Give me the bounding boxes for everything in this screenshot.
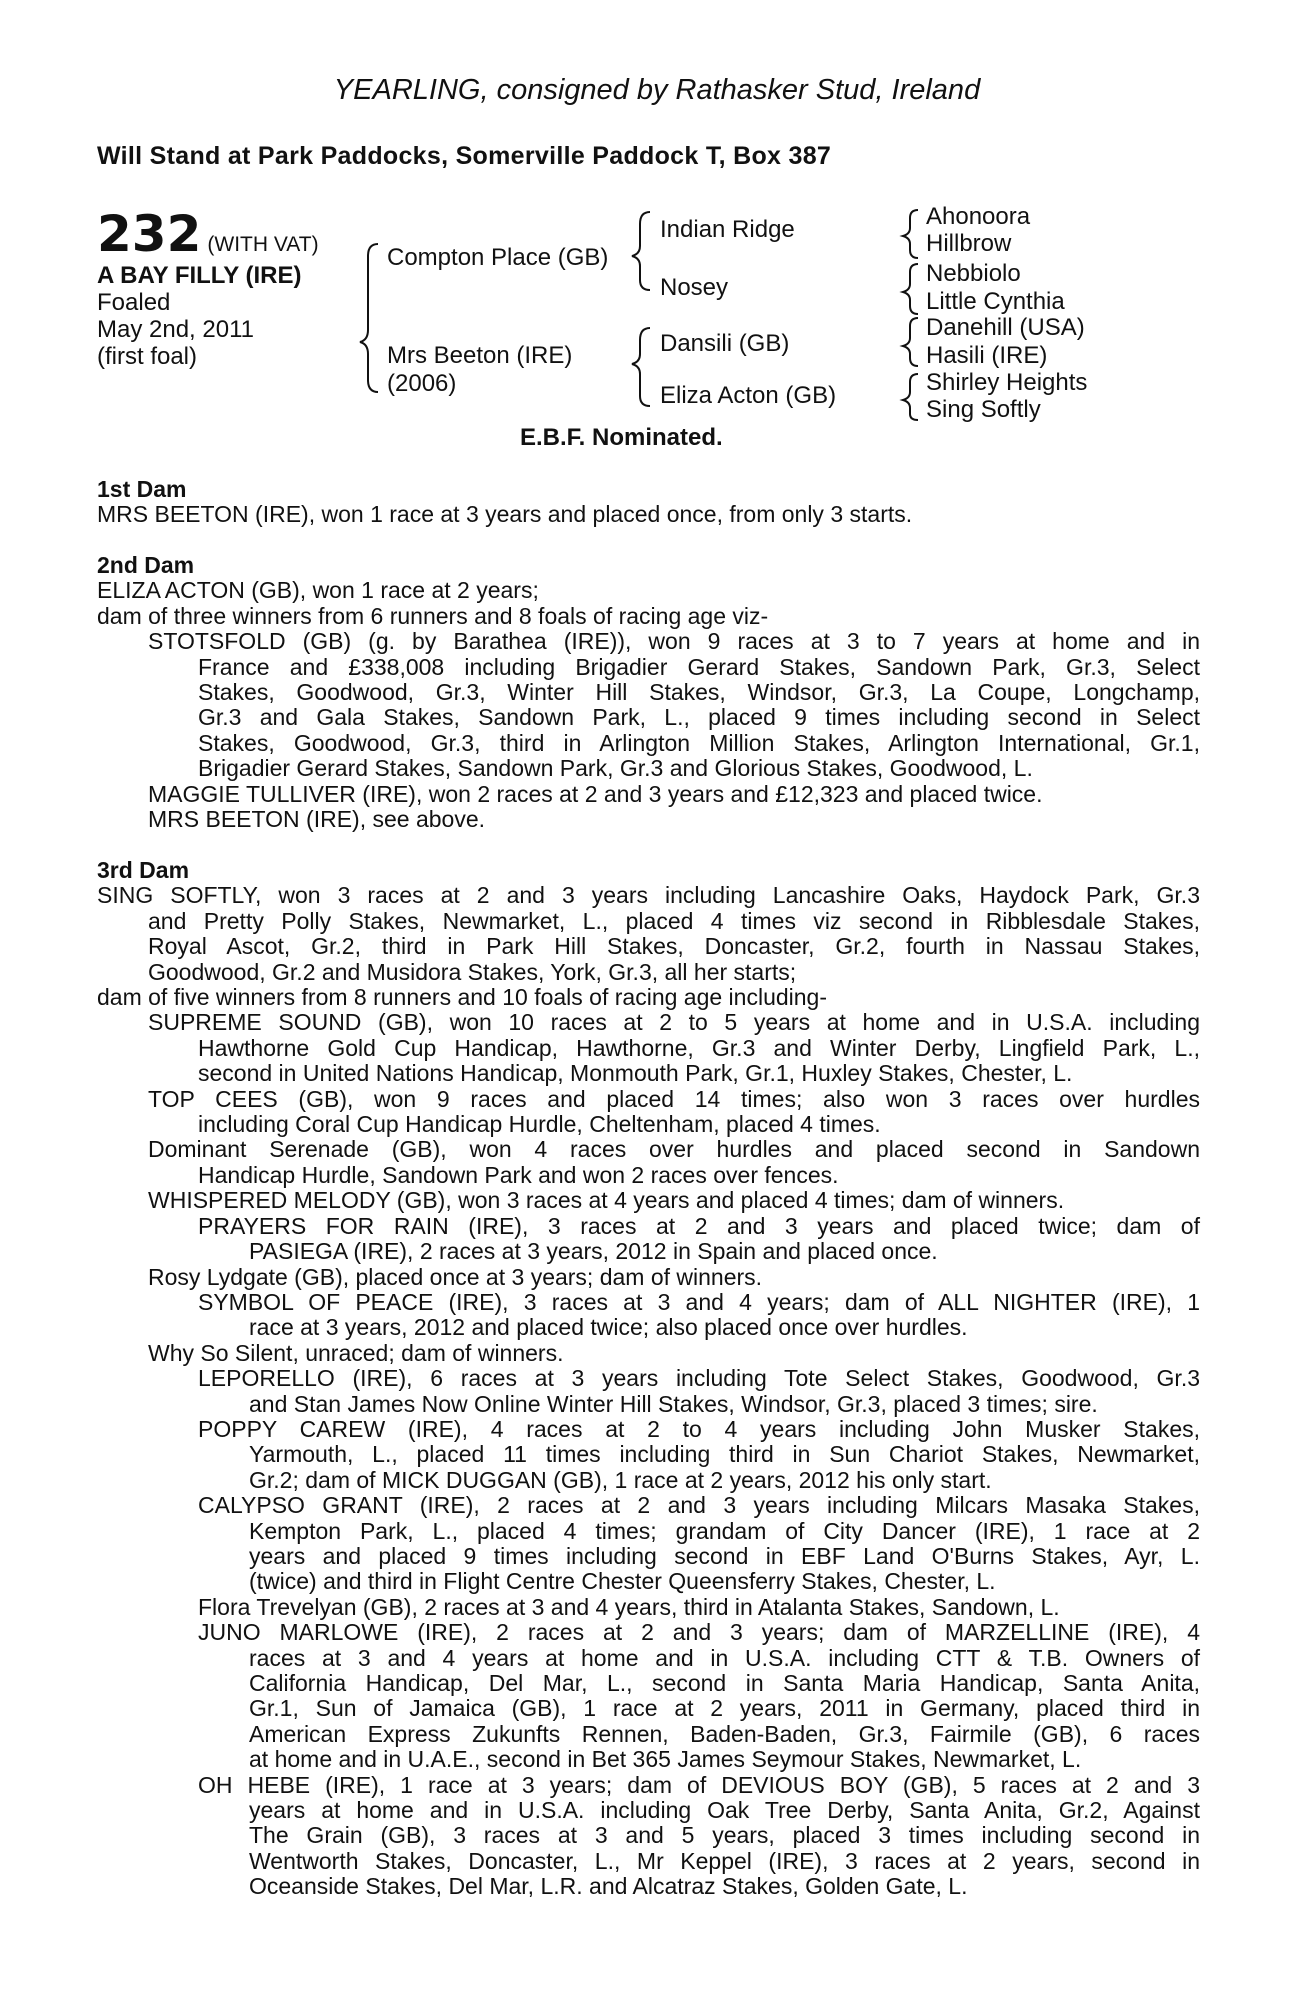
second-dam-line: dam of three winners from 6 runners and 8 foals of racing age viz- [97,602,769,629]
dam-dam: Eliza Acton (GB) [660,382,837,409]
third-dam-line: Flora Trevelyan (GB), 2 races at 3 and 4 years, third in Atalanta Stakes, Sandown, L. [198,1593,1060,1620]
third-dam-line: Dominant Serenade (GB), won 4 races over hurdles and placed second in Sandown [148,1136,1200,1163]
great-grandparent-3: Nebbiolo [926,260,1021,287]
third-dam-line: Hawthorne Gold Cup Handicap, Hawthorne, Gr.3 and Winter Derby, Lingfield Park, L., [198,1034,1200,1061]
third-dam-line: race at 3 years, 2012 and placed twice; also placed once over hurdles. [249,1314,968,1341]
third-dam-line: PASIEGA (IRE), 2 races at 3 years, 2012 in Spain and placed once. [249,1238,938,1265]
third-dam-line: (twice) and third in Flight Centre Chester Queensferry Stakes, Chester, L. [249,1568,996,1595]
third-dam-line: SING SOFTLY, won 3 races at 2 and 3 years including Lancashire Oaks, Haydock Park, Gr.3 [97,882,1200,909]
second-dam-line: Stakes, Goodwood, Gr.3, Winter Hill Stakes, Windsor, Gr.3, La Coupe, Longchamp, [198,679,1200,706]
third-dam-line: and Pretty Polly Stakes, Newmarket, L., placed 4 times viz second in Ribblesdale Stakes, [148,907,1200,934]
third-dam-line: Gr.2; dam of MICK DUGGAN (GB), 1 race at 2 years, 2012 his only start. [249,1466,992,1493]
third-dam-line: Goodwood, Gr.2 and Musidora Stakes, York, Gr.3, all her starts; [148,958,797,985]
second-dam-line: Brigadier Gerard Stakes, Sandown Park, Gr.3 and Glorious Stakes, Goodwood, L. [198,755,1033,782]
dam-year: (2006) [387,370,457,397]
third-dam-line: Gr.1, Sun of Jamaica (GB), 1 race at 2 years, 2011 in Germany, placed third in [249,1695,1200,1722]
catalogue-title: YEARLING, consigned by Rathasker Stud, Ireland [333,74,981,106]
great-grandparent-7: Shirley Heights [926,369,1088,396]
great-grandparent-5: Danehill (USA) [926,314,1085,341]
third-dam-line: second in United Nations Handicap, Monmouth Park, Gr.1, Huxley Stakes, Chester, L. [198,1060,1073,1087]
vat-note: (WITH VAT) [207,233,319,256]
third-dam-line: years and placed 9 times including second in EBF Land O'Burns Stakes, Ayr, L. [249,1542,1200,1569]
third-dam-line: The Grain (GB), 3 races at 3 and 5 years, placed 3 times including second in [249,1822,1200,1849]
sire-sire: Indian Ridge [660,216,795,243]
foaled-date: May 2nd, 2011 [97,316,254,343]
second-dam-line: Stakes, Goodwood, Gr.3, third in Arlington Million Stakes, Arlington International, Gr.1, [198,729,1200,756]
third-dam-line: CALYPSO GRANT (IRE), 2 races at 2 and 3 years including Milcars Masaka Stakes, [198,1492,1200,1519]
horse-name: A BAY FILLY (IRE) [97,262,302,289]
third-dam-line: races at 3 and 4 years at home and in U.S.A. including CTT & T.B. Owners of [249,1644,1200,1671]
second-dam-heading: 2nd Dam [97,552,195,578]
second-dam-line: ELIZA ACTON (GB), won 1 race at 2 years; [97,577,539,604]
third-dam-line: Oceanside Stakes, Del Mar, L.R. and Alcatraz Stakes, Golden Gate, L. [249,1873,968,1900]
third-dam-line: LEPORELLO (IRE), 6 races at 3 years including Tote Select Stakes, Goodwood, Gr.3 [198,1365,1200,1392]
second-dam-line: MAGGIE TULLIVER (IRE), won 2 races at 2 and 3 years and £12,323 and placed twice. [148,780,1043,807]
dam-name: Mrs Beeton (IRE) [387,342,573,369]
second-dam-line: Gr.3 and Gala Stakes, Sandown Park, L., placed 9 times including second in Select [198,704,1200,731]
dam-sire: Dansili (GB) [660,330,790,357]
third-dam-line: OH HEBE (IRE), 1 race at 3 years; dam of DEVIOUS BOY (GB), 5 races at 2 and 3 [198,1771,1200,1798]
great-grandparent-1: Ahonoora [926,203,1031,230]
third-dam-line: Handicap Hurdle, Sandown Park and won 2 races over fences. [198,1161,839,1188]
foaled-label: Foaled [97,289,171,316]
sire-name: Compton Place (GB) [387,244,609,271]
third-dam-line: dam of five winners from 8 runners and 10 foals of racing age including- [97,984,828,1011]
foal-note: (first foal) [97,343,198,370]
third-dam-line: PRAYERS FOR RAIN (IRE), 3 races at 2 and 3 years and placed twice; dam of [198,1212,1200,1239]
third-dam-line: SYMBOL OF PEACE (IRE), 3 races at 3 and 4 years; dam of ALL NIGHTER (IRE), 1 [198,1288,1200,1315]
third-dam-line: Yarmouth, L., placed 11 times including third in Sun Chariot Stakes, Newmarket, [249,1441,1200,1468]
third-dam-section [97,858,1200,1900]
first-dam-section [97,477,1200,528]
great-grandparent-2: Hillbrow [926,230,1012,257]
third-dam-line: WHISPERED MELODY (GB), won 3 races at 4 years and placed 4 times; dam of winners. [148,1187,1065,1214]
great-grandparent-6: Hasili (IRE) [926,342,1048,369]
third-dam-line: at home and in U.A.E., second in Bet 365 James Seymour Stakes, Newmarket, L. [249,1746,1082,1773]
third-dam-line: Royal Ascot, Gr.2, third in Park Hill Stakes, Doncaster, Gr.2, fourth in Nassau Stakes, [148,933,1200,960]
third-dam-line: Kempton Park, L., placed 4 times; grandam of City Dancer (IRE), 1 race at 2 [249,1517,1200,1544]
first-dam-text: MRS BEETON (IRE), won 1 race at 3 years and placed once, from only 3 starts. [97,501,913,528]
second-dam-line: STOTSFOLD (GB) (g. by Barathea (IRE)), won 9 races at 3 to 7 years at home and in [148,628,1200,655]
third-dam-line: POPPY CAREW (IRE), 4 races at 2 to 4 years including John Musker Stakes, [198,1415,1200,1442]
lot-number: 232 [97,205,202,263]
third-dam-line: SUPREME SOUND (GB), won 10 races at 2 to 5 years at home and in U.S.A. including [148,1009,1200,1036]
third-dam-line: American Express Zukunfts Rennen, Baden-Baden, Gr.3, Fairmile (GB), 6 races [249,1720,1200,1747]
second-dam-section [97,553,1200,832]
third-dam-line: Rosy Lydgate (GB), placed once at 3 years; dam of winners. [148,1263,763,1290]
pedigree-brackets [0,0,1314,440]
third-dam-line: years at home and in U.S.A. including Oak Tree Derby, Santa Anita, Gr.2, Against [249,1797,1200,1824]
stand-location: Will Stand at Park Paddocks, Somerville Paddock T, Box 387 [97,142,832,170]
third-dam-heading: 3rd Dam [97,857,190,883]
sire-dam: Nosey [660,274,729,301]
first-dam-heading: 1st Dam [97,476,187,502]
third-dam-line: JUNO MARLOWE (IRE), 2 races at 2 and 3 years; dam of MARZELLINE (IRE), 4 [198,1619,1200,1646]
third-dam-line: California Handicap, Del Mar, L., second in Santa Maria Handicap, Santa Anita, [249,1670,1200,1696]
third-dam-line: and Stan James Now Online Winter Hill Stakes, Windsor, Gr.3, placed 3 times; sire. [249,1390,1098,1417]
third-dam-line: TOP CEES (GB), won 9 races and placed 14 times; also won 3 races over hurdles [148,1085,1200,1112]
great-grandparent-4: Little Cynthia [926,288,1065,315]
third-dam-line: including Coral Cup Handicap Hurdle, Cheltenham, placed 4 times. [198,1111,881,1138]
second-dam-line: France and £338,008 including Brigadier Gerard Stakes, Sandown Park, Gr.3, Select [198,653,1200,680]
ebf-nomination: E.B.F. Nominated. [520,424,723,451]
great-grandparent-8: Sing Softly [926,396,1041,423]
third-dam-line: Why So Silent, unraced; dam of winners. [148,1339,564,1366]
second-dam-line: MRS BEETON (IRE), see above. [148,806,486,833]
third-dam-line: Wentworth Stakes, Doncaster, L., Mr Keppel (IRE), 3 races at 2 years, second in [249,1847,1200,1874]
